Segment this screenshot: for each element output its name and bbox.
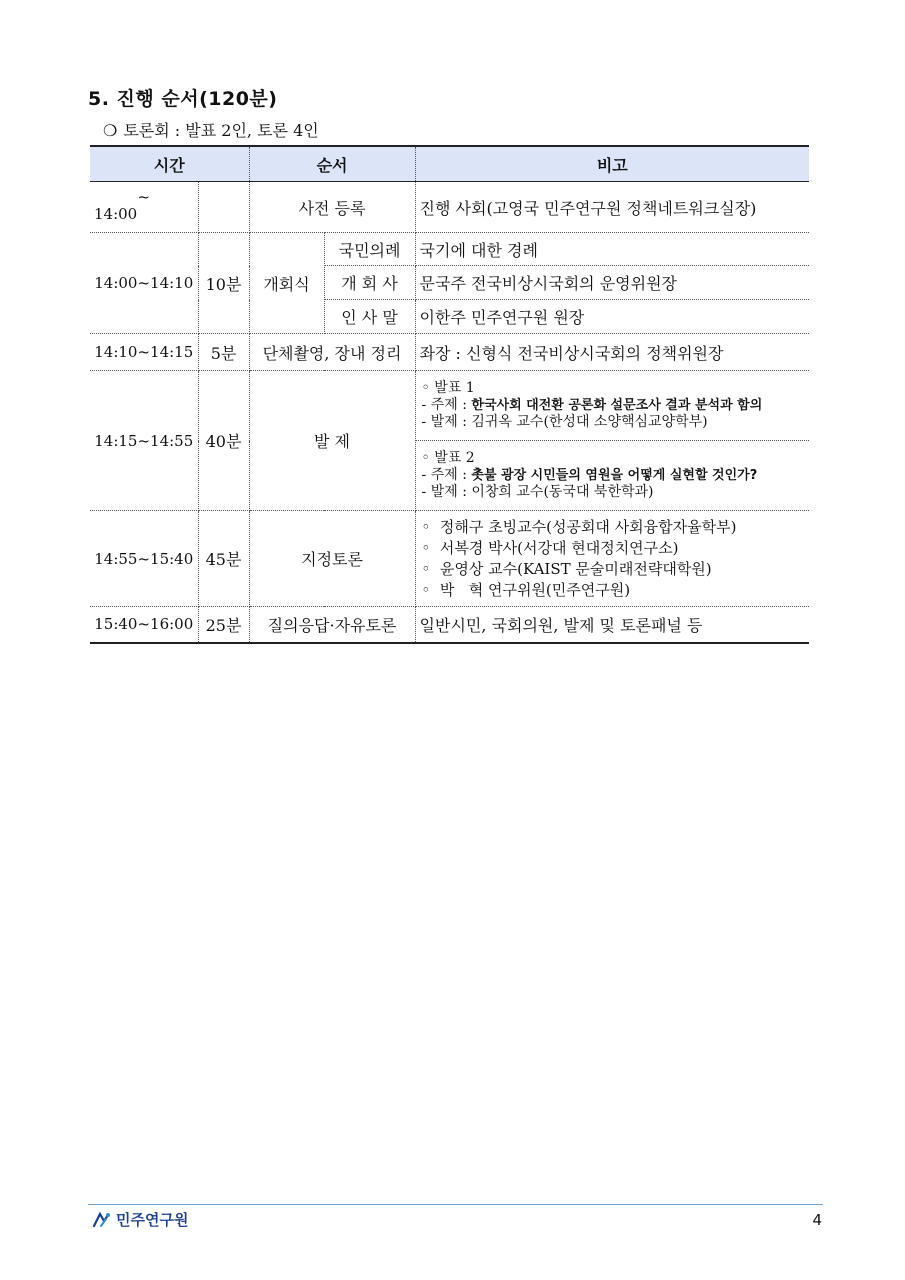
institute-logo-icon [92,1211,112,1229]
footer-logo [92,1209,188,1230]
item-cell: 사전 등록 [249,182,415,233]
presentation-cell [415,441,809,511]
header-time: 시간 [90,146,249,182]
item-cell: 발 제 [249,371,415,511]
note-cell: 이한주 민주연구원 원장 [415,300,809,334]
time-cell: 14:00~14:10 [90,233,198,334]
duration-cell: 45분 [198,511,249,607]
presentation-presenter: - 발제 : 이창희 교수(동국대 북한학과) [421,484,654,500]
header-note: 비고 [415,146,809,182]
time-cell: 14:55~15:40 [90,511,198,607]
table-row [90,511,809,607]
note-cell: 좌장 : 신형식 전국비상시국회의 정책위원장 [415,334,809,371]
presentation-presenter: - 발제 : 김귀옥 교수(한성대 소양핵심교양학부) [421,414,708,430]
presentation-heading: ◦ 발표 2 [421,450,475,466]
header-order: 순서 [249,146,415,182]
presentation-cell [415,371,809,441]
panelist: ◦ 정해구 초빙교수(성공회대 사회융합자율학부) [421,517,737,536]
time-cell: 15:40~16:00 [90,607,198,643]
note-cell: 진행 사회(고영국 민주연구원 정책네트워크실장) [415,182,809,233]
item-cell: 단체촬영, 장내 정리 [249,334,415,371]
item-cell: 개회식 [249,233,324,334]
table-row [90,233,809,266]
topic-label: - 주제 : [421,467,472,483]
time-cell [90,182,198,233]
panelist: ◦ 박 혁 연구위원(민주연구원) [421,580,631,599]
duration-cell: 5분 [198,334,249,371]
subtitle-text: 토론회 : 발표 2인, 토론 4인 [123,121,319,140]
tilde-mark: ~ [137,188,151,206]
note-cell: 일반시민, 국회의원, 발제 및 토론패널 등 [415,607,809,643]
item-cell: 지정토론 [249,511,415,607]
presentation-topic [422,397,804,414]
subtitle [103,118,319,141]
time-cell: 14:10~14:15 [90,334,198,371]
topic-text: 한국사회 대전환 공론화 설문조사 결과 분석과 함의 [471,398,763,413]
item-cell: 질의응답·자유토론 [249,607,415,643]
panelist: ◦ 서복경 박사(서강대 현대정치연구소) [421,538,679,557]
topic-label: - 주제 : [421,397,472,413]
table-row [90,607,809,643]
table-row [90,182,809,233]
footer-logo-text: 민주연구원 [116,1211,189,1229]
duration-cell: 25분 [198,607,249,643]
topic-text: 촛불 광장 시민들의 염원을 어떻게 실현할 것인가? [471,468,758,483]
table-row [90,334,809,371]
sub-item-cell: 국민의례 [324,233,415,266]
time-text: 14:00 [94,205,138,223]
footer-divider [88,1204,823,1205]
presentation-heading: ◦ 발표 1 [421,380,475,396]
duration-cell: 40분 [198,371,249,511]
note-cell: 국기에 대한 경례 [415,233,809,266]
panelist: ◦ 윤영상 교수(KAIST 문술미래전략대학원) [421,559,712,578]
duration-cell: 10분 [198,233,249,334]
page-number: 4 [812,1211,822,1229]
table-row [90,371,809,441]
duration-cell [198,182,249,233]
time-cell: 14:15~14:55 [90,371,198,511]
schedule-table [90,145,809,644]
presentation-topic [422,467,804,484]
table-header-row [90,146,809,182]
panelists-cell [415,511,809,607]
circle-bullet-icon: ❍ [103,121,118,140]
sub-item-cell: 개 회 사 [324,266,415,300]
sub-item-cell: 인 사 말 [324,300,415,334]
section-title: 5. 진행 순서(120분) [88,88,278,110]
note-cell: 문국주 전국비상시국회의 운영위원장 [415,266,809,300]
